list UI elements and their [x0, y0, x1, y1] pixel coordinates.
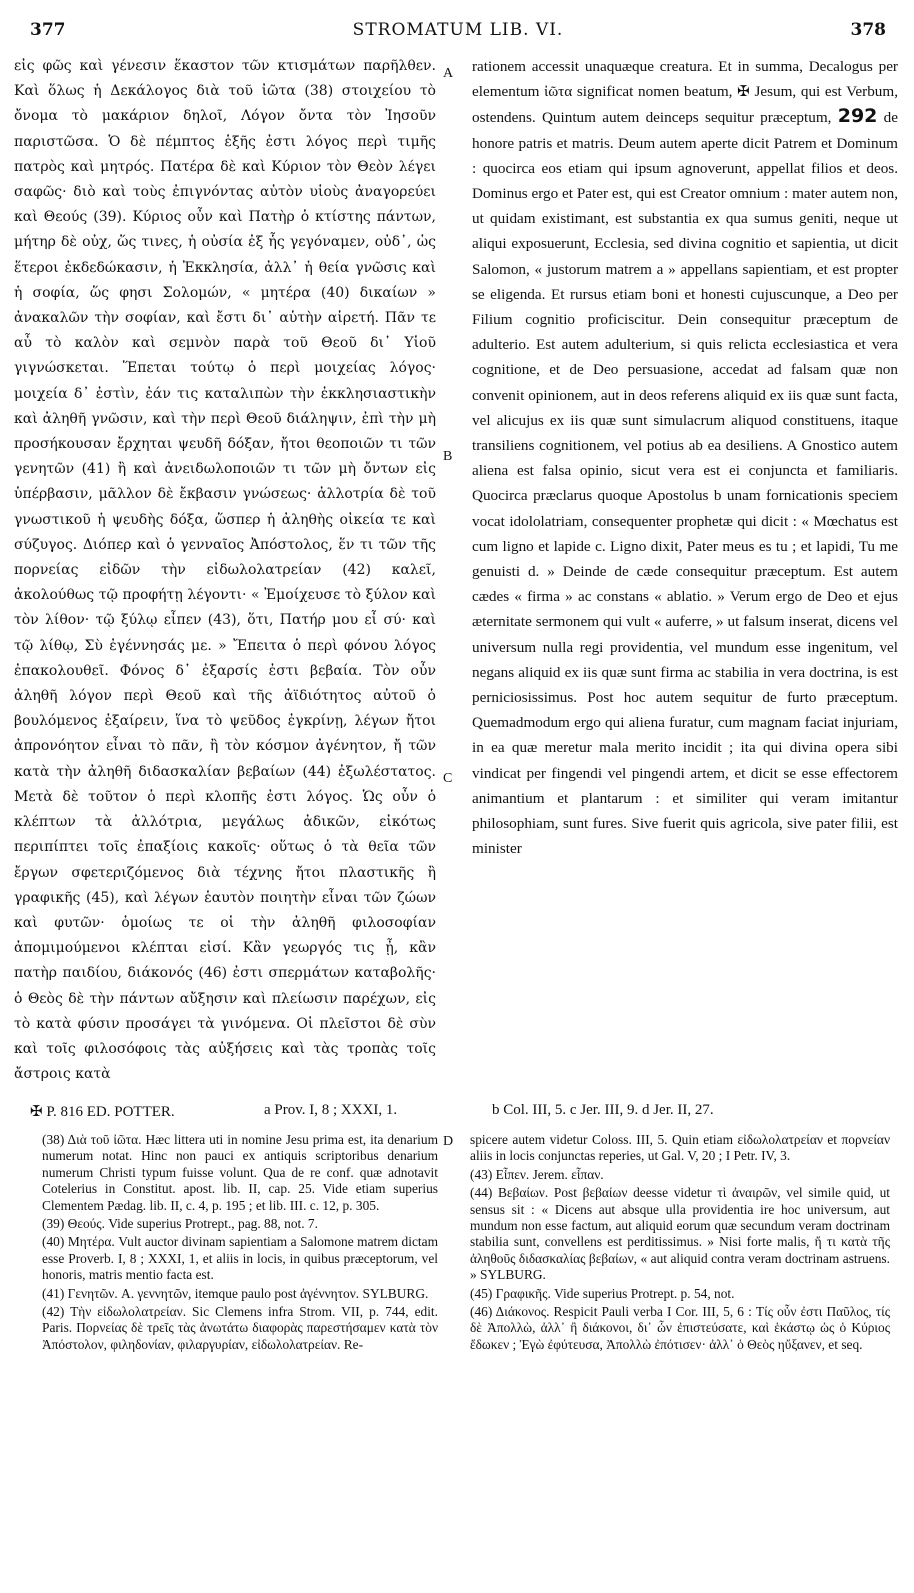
potter-page-number: 292 [837, 105, 878, 128]
running-title: STROMATUM LIB. VI. [352, 20, 564, 40]
page-number-left: 377 [30, 20, 66, 40]
latin-column [472, 54, 898, 862]
latin-text [472, 54, 898, 862]
latin-text-part1: rationem accessit unaquæque creatura. Et in summa, Decalogus per elementum ἰῶτα significat nomen beatum, ✠ Jesum, qui est Verbum, ostendens. Quintum autem deinceps sequitur præceptum, [472, 58, 898, 127]
page-number-right: 378 [850, 20, 886, 40]
greek-column [14, 54, 436, 1087]
note-42: (42) Τὴν εἰδωλολατρείαν. Sic Clemens infra Strom. VII, p. 744, edit. Paris. Πορνείας δὲ τρεῖς τὰς ἀνωτάτω διαφορὰς παρεστήσαμεν κατὰ τὸν Ἀπόστολον, φιληδονίαν, φιλαργυρίαν, εἰδωλολατρείαν. Re- [42, 1304, 438, 1352]
note-40: (40) Μητέρα. Vult auctor divinam sapientiam a Salomone matrem dictam esse Proverb. I, 8 ; XXXI, 1, et aliis in locis, in quibus præceptorum, vel honoris, matris mentio facta est. [42, 1234, 438, 1283]
footnote-ref-a: a Prov. I, 8 ; XXXI, 1. [264, 1102, 398, 1118]
latin-text-part2: de honore patris et matris. Deum autem aperte dicit Patrem et Dominum : quocirca eos etiam qui ipsum agnoverunt, appellat filios et deos. Dominus ergo et Pater est, qui est Creator omnium : mater autem non, ut quidam existimant, est substantia ex qua sumus geniti, neque ut aliqui exposuerunt, Ecclesia, sed divina cognitio et sapientia, ut dicit Salomon, « justorum matrem a » appellans sapientiam, et est propter se eligenda. Et rursus etiam boni et honesti cujuscunque, a Deo per Filium cognitio proficiscitur. Dein consequitur præceptum de adulterio. Est autem adulterium, si quis relicta ecclesiastica et vera cognitione, et de Deo persuasione, accedat ad falsam quæ non convenit opinionem, aut in deos referens aliquid ex iis quæ sunt facta, vel alicujus ex iis quæ sunt simulacrum aliquod constituens, itaque transiliens cognitionem, vel potius ab ea desiliens. A Gnostico autem aliena est falsa opinio, sicut vera est ei conjuncta et familiaris. Quocirca præclarus quoque Apostolus b unam fornicationis speciem vocat idololatriam, consequenter prophetæ qui dicit : « Mœchatus est cum ligno et lapide c. Ligno dixit, Pater meus es tu ; et lapidi, Tu me genuisti d. » Deinde de cæde consequitur præceptum. Est autem cædes « firma » ac constans « ablatio. » Verum ergo de Deo et ejus æternitate sermonem qui vult « auferre, » ut falsum inserat, dicens vel universum nulla regi providentia, vel mundum esse ingenitum, vel negans aliquid ex iis quæ sunt firma ac stabilia in vera doctrina, is est perniciosissimus. Post hoc autem sequitur de furto præceptum. Quemadmodum ergo qui aliena furatur, cum magnam faciat injuriam, in ea quæ meretur mala merito incidit ; ita qui divina opera sibi vindicat per fingendi vel pingendi artem, et dicit se esse effectorem animantium et plantarum : et similiter qui veram imitantur philosophiam, sunt fures. Sive fuerit quis agricola, sive pater filii, est minister [472, 109, 899, 858]
note-39: (39) Θεούς. Vide superius Protrept., pag. 88, not. 7. [42, 1216, 318, 1232]
note-45: (45) Γραφικῆς. Vide superius Protrept. p. 54, not. [470, 1285, 735, 1301]
section-marker-a: A [443, 66, 454, 81]
section-marker-b: B [443, 449, 453, 464]
page-header [30, 18, 886, 48]
footnote-ref-bcd: b Col. III, 5. c Jer. III, 9. d Jer. II, 27. [492, 1102, 714, 1118]
note-41: (41) Γενητῶν. A. γεννητῶν, itemque paulo post ἀγέννητον. SYLBURG. [42, 1285, 429, 1301]
notes-right-column [470, 1132, 890, 1355]
notes-left-column [42, 1132, 438, 1355]
note-44: (44) Βεβαίων. Post βεβαίων deesse videtur τὶ ἀναιρῶν, vel simile quid, ut sensus sit : « Dicens aut absque ulla providentia ire hoc universum, aut mundum non esse factum, aut aliquid eorum quæ secundum veram doctrinam stabilia sunt, convellens est perditissimus. » Nisi forte malis, ἤ τι κατὰ τῆς ἀληθοῦς διδασκαλίας βεβαίων, « aut aliquid contra veram doctrinam astruens. » SYLBURG. [470, 1185, 890, 1283]
note-46: (46) Διάκονος. Respicit Pauli verba I Cor. III, 5, 6 : Τίς οὖν ἐστι Παῦλος, τίς δὲ Ἀπολλὼ, ἀλλ᾽ ἢ διάκονοι, δι᾽ ὧν ἐπιστεύσατε, καὶ ἑκάστῳ ὡς ὁ Κύριος ἔδωκεν ; Ἐγὼ ἐφύτευσα, Ἀπολλὼ ἐπότισεν· ἀλλ᾽ ὁ Θεὸς ηὔξανεν, et seq. [470, 1304, 890, 1352]
section-marker-c: C [443, 771, 453, 786]
section-marker-d: D [443, 1134, 454, 1149]
note-38: (38) Διὰ τοῦ ἰῶτα. Hæc littera uti in nomine Jesu prima est, ita denarium numerum notat. Hinc non pauci ex antiquis scriptoribus denarium numerum Christi typum fuisse volunt. Qua de re conf. quæ adnotavit Cotelerius in Constitut. apost. lib. II, cap. 25. Vide etiam superius Clementem Pædag. lib. II, c. 4, p. 195 ; et lib. III. c. 12, p. 305. [42, 1132, 438, 1213]
potter-reference: ✠ P. 816 ED. POTTER. [30, 1104, 175, 1120]
note-43: (43) Εἶπεν. Jerem. εἶπαν. [470, 1166, 604, 1182]
note-42-continued: spicere autem videtur Coloss. III, 5. Quin etiam εἰδωλολατρείαν et πορνείαν aliis in locis conjunctas reperies, ut Gal. V, 20 ; I Petr. IV, 3. [470, 1132, 890, 1164]
greek-text: εἰς φῶς καὶ γένεσιν ἕκαστον τῶν κτισμάτων παρῆλθεν. Καὶ ὅλως ἡ Δεκάλογος διὰ τοῦ ἰῶτα (38) στοιχείου τὸ ὄνομα τὸ μακάριον δηλοῖ, Λόγον ὄντα τὸν Ἰησοῦν παριστῶσα. Ὁ δὲ πέμπτος ἑξῆς ἐστι λόγος περὶ τιμῆς πατρὸς καὶ μητρός. Πατέρα δὲ καὶ Κύριον τὸν Θεὸν λέγει σαφῶς· διὸ καὶ τοὺς ἐπιγνόντας αὐτὸν υἱοὺς ἀναγορεύει καὶ Θεούς (39). Κύριος οὖν καὶ Πατὴρ ὁ κτίστης πάντων, μήτηρ δὲ οὐχ, ὥς τινες, ἡ οὐσία ἐξ ἧς γεγόναμεν, οὐδ᾽, ὡς ἕτεροι ἐκδεδώκασιν, ἡ Ἐκκλησία, ἀλλ᾽ ἡ θεία γνῶσις καὶ ἡ σοφία, ὥς φησι Σολομών, « μητέρα (40) δικαίων » ἀνακαλῶν τὴν σοφίαν, καὶ ἔστι δι᾽ αὑτὴν αἱρετή. Πᾶν τε αὖ τὸ καλὸν καὶ σεμνὸν παρὰ τοῦ Θεοῦ δι᾽ Υἱοῦ γιγνώσκεται. Ἕπεται τούτῳ ὁ περὶ μοιχείας λόγος· μοιχεία δ᾽ ἐστὶν, ἐάν τις καταλιπὼν τὴν ἐκκλησιαστικὴν καὶ ἀληθῆ γνῶσιν, καὶ τὴν περὶ Θεοῦ διάληψιν, ἐπὶ τὴν μὴ προσήκουσαν ἔρχηται ψευδῆ δόξαν, ἤτοι θεοποιῶν τι τῶν γενητῶν (41) ἢ καὶ ἀνειδωλοποιῶν τι τῶν μὴ ὄντων εἰς ὑπέρβασιν, μᾶλλον δὲ ἔκβασιν γνώσεως· ἀλλοτρία δὲ τοῦ γνωστικοῦ ἡ ψευδὴς δόξα, ὥσπερ ἡ ἀληθὴς οἰκεία τε καὶ σύζυγος. Διόπερ καὶ ὁ γενναῖος Ἀπόστολος, ἕν τι τῶν τῆς πορνείας εἰδῶν τὴν εἰδωλολατρείαν (42) καλεῖ, ἀκολούθως τῷ προφήτῃ λέγοντι· « Ἐμοίχευσε τὸ ξύλον καὶ τὸν λίθον· τῷ ξύλῳ εἶπεν (43), ὅτι, Πατήρ μου εἶ σύ· καὶ τῷ λίθῳ, Σὺ ἐγέννησάς με. » Ἔπειτα ὁ περὶ φόνου λόγος ἐπακολουθεῖ. Φόνος δ᾽ ἐξαρσίς ἐστι βεβαία. Τὸν οὖν ἀληθῆ λόγον περὶ Θεοῦ καὶ τῆς ἀϊδιότητος αὐτοῦ ὁ βουλόμενος ἐξαίρειν, ἵνα τὸ ψεῦδος ἐγκρίνῃ, λέγων ἤτοι ἀπρονόητον εἶναι τὸ πᾶν, ἢ τὸν κόσμον ἀγένητον, ἤ τῶν κατὰ τὴν ἀληθῆ διδασκαλίαν βεβαίων (44) ἐξωλέστατος. Μετὰ δὲ τοῦτον ὁ περὶ κλοπῆς ἐστι λόγος. Ὡς οὖν ὁ κλέπτων τὰ ἀλλότρια, μεγάλως ἀδικῶν, εἰκότως περιπίπτει τοῖς ἐπαξίοις κακοῖς· οὕτως ὁ τὰ θεῖα τῶν ἔργων σφετεριζόμενος διὰ τέχνης ἤτοι πλαστικῆς ἢ γραφικῆς (45), καὶ λέγων ἑαυτὸν ποιητὴν εἶναι τῶν ζώων καὶ φυτῶν· ὁμοίως τε οἱ τὴν ἀληθῆ φιλοσοφίαν ἀπομιμούμενοι κλέπται εἰσί. Κἂν γεωργός τις ᾖ, κἂν πατὴρ παιδίου, διάκονός (46) ἐστι σπερμάτων καταβολῆς· ὁ Θεὸς δὲ τὴν πάντων αὔξησιν καὶ πλείωσιν παρέχων, εἰς τὸ κατὰ φύσιν προσάγει τὰ γινόμενα. Οἱ πλεῖστοι δὲ σὺν καὶ τοῖς φιλοσόφοις τὰς αὐξήσεις καὶ τὰς τροπὰς τοῖς ἄστροις κατὰ [14, 58, 436, 1083]
